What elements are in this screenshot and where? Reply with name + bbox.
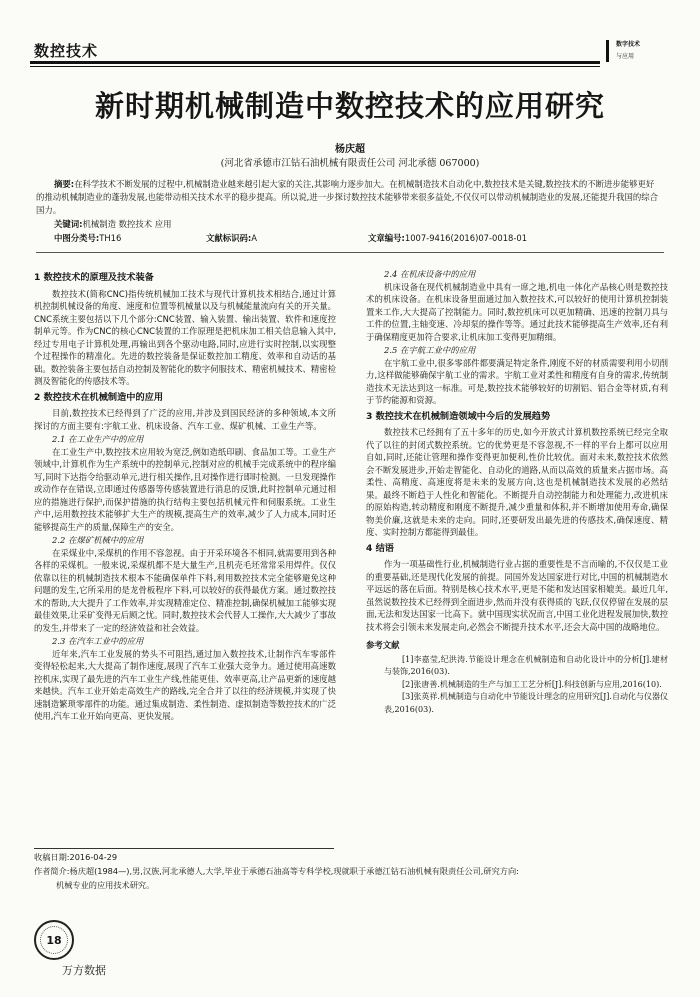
section-4-heading: 4 结语: [366, 542, 394, 554]
doc-code-value: A: [251, 233, 257, 243]
keywords-label: 关键词:: [54, 219, 83, 229]
page-number: 18: [46, 933, 62, 947]
reference-item: [3]张英祥.机械制造与自动化中节能设计理念的应用研究[J].自动化与仪器仪表,2016(03).: [384, 692, 668, 714]
received-date: 收稿日期:2016-04-29: [34, 852, 118, 862]
section-2-3-heading: 2.3 在汽车工业中的应用: [52, 636, 144, 646]
section-2-5-paragraph: 在宇航工业中,很多零部件都要满足特定条件,刚度不好的材质需要利用小切削力,这样做能够确保宇航工业的需求。宇航工业对柔性和精度有自身的需求,传统制造技术无法达到这一标准。可是,数控技术能够较好的切割铝、铝合金等材质,有利于节约能源和资源。: [366, 357, 668, 405]
page-number-badge: [34, 920, 74, 960]
reference-item: [2]张唐善.机械制造的生产与加工工艺分析[J].科技创新与应用,2016(10).: [402, 679, 662, 689]
author-bio-continued: 机械专业的应用技术研究。: [56, 880, 155, 890]
abstract-separator: [36, 252, 664, 253]
article-title: 新时期机械制造中数控技术的应用研究: [94, 89, 605, 123]
keywords-text: 机械制造 数控技术 应用: [82, 219, 172, 229]
section-label: 数控技术: [34, 42, 99, 60]
section-3-paragraph: 数控技术已经拥有了五十多年的历史,如今开放式计算机数控系统已经完全取代了以往的封闭式数控系统。它的优势更是不容忽视,不一样的平台上都可以应用自如,同时,还能让管理和操作变得更加便利,性价比较优。面对未来,数控技术依然会不断发展进步,开始走智能化、自动化的道路,从而以高效的质量来占据市场。高柔性、高精度、高速度将是未来的发展方向,这也是机械制造技术发展的必然结果。最终不断趋于人性化和智能化。不断提升自动控制能力和处理能力,改进机床的原始构造,转动精度和刚度不断提升,减少重量和体积,并不断增加使用寿命,确保物美价廉,这就是未来的走向。同时,还要研发出最先进的传感技术,确保速度、精度、实时控制方都能得到最佳。: [366, 427, 668, 537]
author-bio: 作者简介:杨庆超(1984—),男,汉族,河北承德人,大学,毕业于承德石油高等专科学校,现就职于承德江钻石油机械有限责任公司,研究方向:: [34, 866, 519, 876]
doc-code-label: 文献标识码:: [206, 233, 252, 243]
clc-value: TH16: [99, 233, 122, 243]
section-2-1-paragraph: 在工业生产中,数控技术应用较为宽泛,例如造纸印刷、食品加工等。工业生产领域中,计算机作为生产系统中的控制单元,控制对应的机械手完成系统中的程序编写,同时下达指令给驱动单元,进行相关操作,且对操作进行即时检测。一旦发现操作或动作存在错误,立即通过传感器等传感装置进行消息的反馈,此时控制单元通过相应的措施进行保护,而保护措施的执行结构主要包括机械元件和伺服系统。工业生产中,运用数控技术能够扩大生产的规模,提高生产的效率,减少了人力成本,同时还能够提高生产的质量,保障生产的安全。: [34, 446, 336, 532]
section-2-paragraph: 目前,数控技术已经得到了广泛的应用,并涉及到国民经济的多种领域,本文所探讨的方面主要有:宇航工业、机床设备、汽车工业、煤矿机械、工业生产等。: [34, 408, 336, 431]
section-1-heading: 1 数控技术的原理及技术装备: [34, 272, 154, 283]
section-2-3-paragraph: 近年来,汽车工业发展的势头不可阻挡,通过加入数控技术,让制作汽车零部件变得轻松起来,大大提高了制作速度,展现了汽车工业强大竞争力。通过使用高速数控机床,实现了最先进的汽车工业生产线,性能更佳、效率更高,让产品更新的速度越来越快。汽车工业开始走高效生产的路线,完全合并了以往的经济规模,并实现了快速制造繁琐零部件的功能。通过集成制造、柔性制造、虚拟制造等数控技术的广泛使用,汽车工业开始向更高、更快发展。: [34, 648, 336, 721]
section-2-2-heading: 2.2 在煤矿机械中的应用: [52, 535, 144, 545]
document-code: [206, 232, 257, 244]
header-rule-thin: [30, 66, 600, 67]
logo-bar-icon: [606, 40, 609, 62]
journal-logo: [600, 34, 670, 68]
footnote-rule: [34, 848, 334, 849]
clc-number: [54, 232, 121, 244]
section-2-4-paragraph: 机床设备在现代机械制造业中具有一席之地,机电一体化产品核心则是数控技术的机床设备。在机床设备里面通过加入数控技术,可以较好的使用计算机控制装置来工作,大大提高了控制能力。同时,数控机床可以更加精确、迅速的控制刀具与工件的位置,主轴变速、冷却泵的操作等等。通过此技术能够提高生产效率,还有利于确保精度更加符合要求,让机床加工变得更加精细。: [366, 281, 668, 342]
article-no-label: 文章编号:: [368, 233, 405, 243]
abstract-text: 在科学技术不断发展的过程中,机械制造业越来越引起大家的关注,其影响力逐步加大。在机械制造技术自动化中,数控技术是关键,数控技术的不断进步能够更好的推动机械制造业的蓬勃发展,也能带动相关技术水平的稳步提高。所以说,进一步探讨数控技术能够带来很多益处,不仅仅可以带动机械制造业的发展,还能提升我国的综合国力。: [36, 179, 659, 215]
section-4-paragraph: 作为一项基础性行业,机械制造行业占据的重要性是不言而喻的,不仅仅是工业的重要基础,还是现代化发展的前提。同国外发达国家进行对比,中国的机械制造水平远远的落在后面。特别是核心技术水平,更是不能和发达国家相媲美。最近几年,虽然说数控技术已经得到全面进步,然而并没有获得质的飞跃,仅仅停留在发展的层面,无法和发达国家一比高下。就中国现实状况而言,中国工业化进程发展加快,数控技术将会引领未来发展走向,必然会不断提升技术水平,还会大高中国的战略地位。: [366, 559, 668, 632]
clc-label: 中图分类号:: [54, 233, 100, 243]
section-2-2-paragraph: 在采煤业中,采煤机的作用不容忽视。由于开采环境各不相同,就需要用到各种各样的采煤机。一般来说,采煤机都不是大量生产,且机壳毛坯常常采用焊件。仅仅依靠以往的机械制造技术根本不能确保单件下料,利用数控技术完全能够避免这种问题的发生,它所采用的是龙骨板程序下料,可以较好的获得最优方案。通过数控技术的帮助,大大提升了工作效率,并实现精准定位、精准控制,确保机械加工能够实现最佳效果,让采矿变得无后顾之忧。同时,数控技术会代替人工操作,大大减少了事故的发生,并带来了一定的经济效益和社会效益。: [34, 547, 336, 633]
left-column: [34, 268, 336, 723]
section-2-4-heading: 2.4 在机床设备中的应用: [384, 269, 476, 279]
article-no-value: 1007-9416(2016)07-0018-01: [404, 233, 528, 243]
abstract: [36, 178, 662, 217]
keywords: [54, 218, 172, 230]
section-2-5-heading: 2.5 在宇航工业中的应用: [384, 345, 476, 355]
reference-item: [1]李嘉莹,纪洪涛.节能设计理念在机械制造和自动化设计中的分析[J].建材与装饰,2016(03).: [384, 654, 668, 676]
section-1-paragraph: 数控技术(简称CNC)指传统机械加工技术与现代计算机技术相结合,通过计算机控制机械设备的角度、速度和位置等机械量以及与机械能量流向有关的开关量。CNC系统主要包括以下几个部分:CNC装置、输入装置、输出装置、软件和速度控制单元等。作为CNC的核心CNC装置的工作原理是把机床加工相关信息输入其中,经过专用电子计算机处理,再输出到各个驱动电路,同时,应进行实时控制,以实现整个过程操作的精准化。先进的数控装备是保证数控加工精度、效率和自动话的基础。数控装备主要包括自动控制及智能化的数字伺服技术、精密机械技术、精密检测及智能化的传感技术等。: [34, 288, 336, 386]
right-column: [366, 268, 668, 716]
abstract-label: 摘要:: [54, 179, 75, 189]
author-affiliation: (河北省承德市江钻石油机械有限责任公司 河北承德 067000): [220, 158, 480, 169]
references-heading: 参考文献: [366, 640, 400, 650]
watermark: 万方数据: [62, 964, 106, 977]
section-3-heading: 3 数控技术在机械制造领域中今后的发展趋势: [366, 410, 551, 422]
section-2-1-heading: 2.1 在工业生产中的应用: [52, 434, 144, 444]
header-rule-thick: [30, 61, 600, 64]
logo-line-1: 数字技术: [616, 41, 641, 48]
article-number: [368, 232, 527, 244]
logo-line-2: 与应用: [616, 53, 635, 60]
author-name: 杨庆超: [335, 144, 365, 155]
section-2-heading: 2 数控技术在机械制造中的应用: [34, 391, 164, 403]
